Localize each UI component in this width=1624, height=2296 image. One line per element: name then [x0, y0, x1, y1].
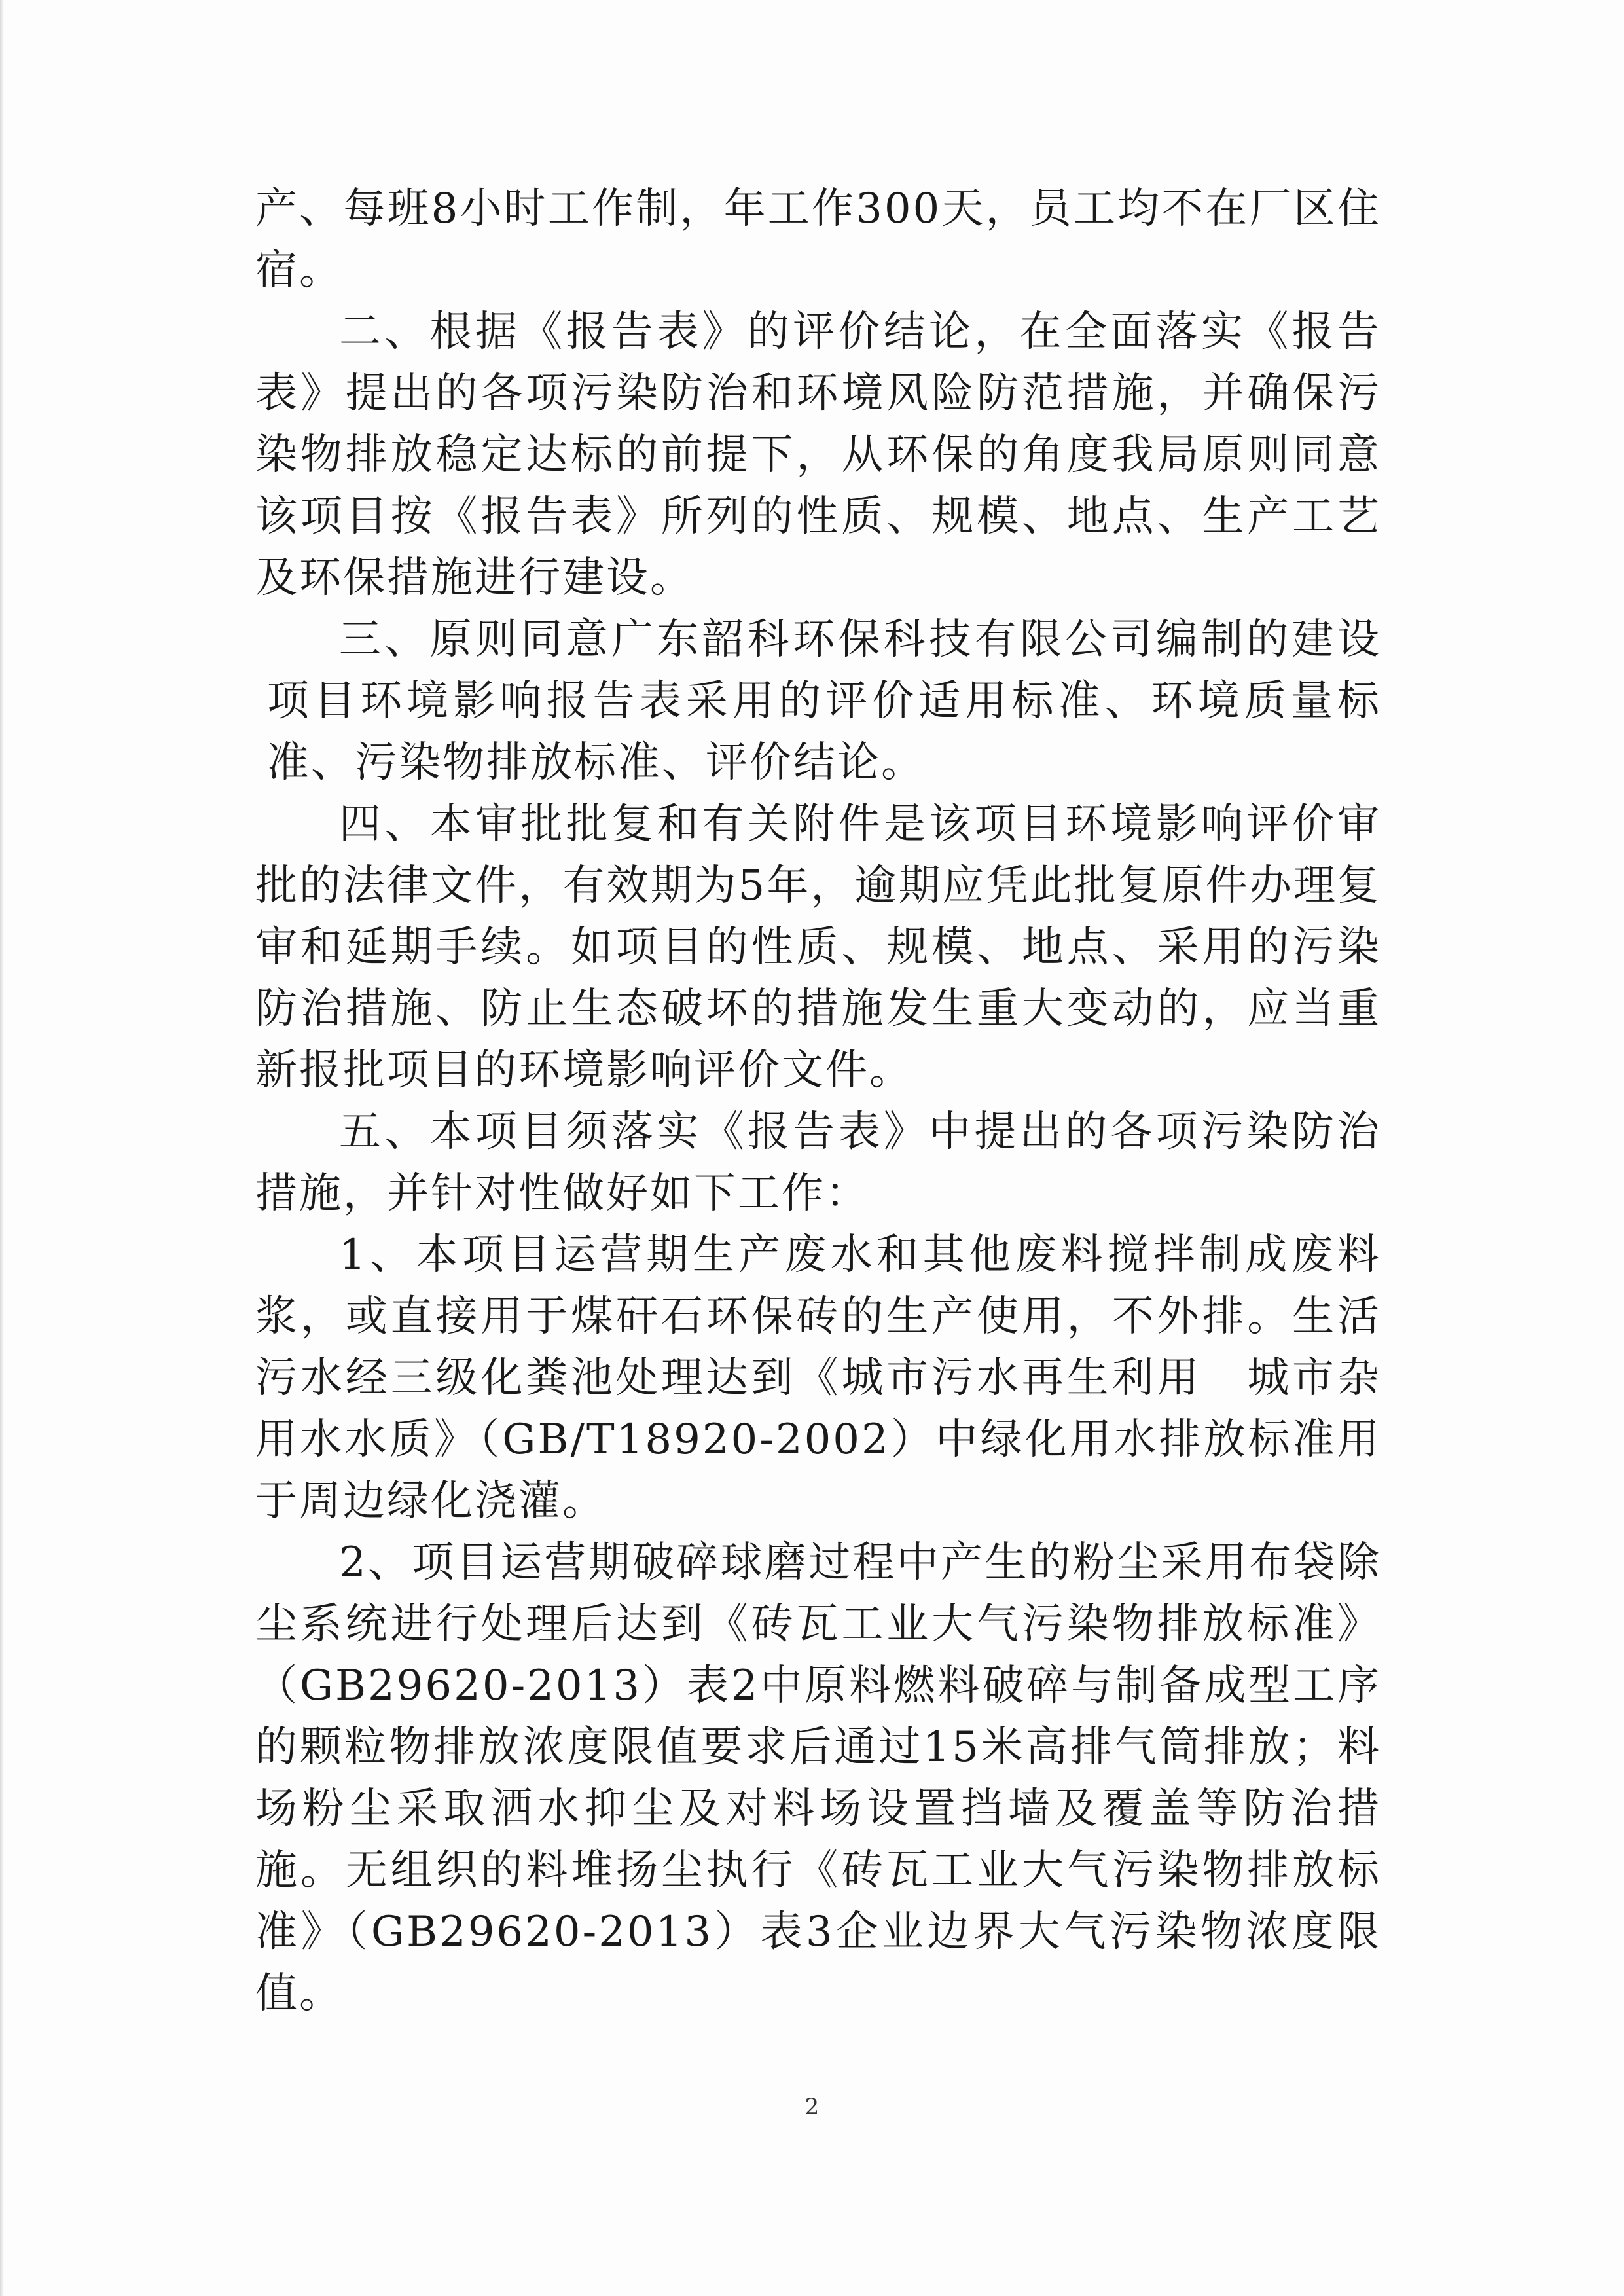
paragraph-subitem-2: 2、项目运营期破碎球磨过程中产生的粉尘采用布袋除尘系统进行处理后达到《砖瓦工业大气污染物排放标准》（GB29620-2013）表2中原料燃料破碎与制备成型工序的颗粒物排放浓度限值要求后通过15米高排气筒排放；料场粉尘采取洒水抑尘及对料场设置挡墙及覆盖等防治措施。无组织的料堆扬尘执行《砖瓦工业大气污染物排放标准》（GB29620-2013）表3企业边界大气污染物浓度限值。 [255, 1539, 1381, 2018]
document-body [255, 178, 1381, 2024]
paragraph-item-5: 五、本项目须落实《报告表》中提出的各项污染防治措施，并针对性做好如下工作： [255, 1108, 1381, 1218]
paragraph-item-2: 二、根据《报告表》的评价结论，在全面落实《报告表》提出的各项污染防治和环境风险防范措施，并确保污染物排放稳定达标的前提下，从环保的角度我局原则同意该项目按《报告表》所列的性质、规模、地点、生产工艺及环保措施进行建设。 [255, 308, 1381, 602]
paragraph-item-3: 三、原则同意广东韶科环保科技有限公司编制的建设项目环境影响报告表采用的评价适用标准、环境质量标准、污染物排放标准、评价结论。 [267, 615, 1381, 787]
scan-edge [0, 0, 4, 2296]
paragraph-continuation: 产、每班8小时工作制，年工作300天，员工均不在厂区住宿。 [255, 185, 1381, 295]
paragraph-subitem-1: 1、本项目运营期生产废水和其他废料搅拌制成废料浆，或直接用于煤矸石环保砖的生产使用，不外排。生活污水经三级化粪池处理达到《城市污水再生利用 城市杂用水水质》（GB/T18920-2002）中绿化用水排放标准用于周边绿化浇灌。 [255, 1231, 1381, 1525]
paragraph-item-4: 四、本审批批复和有关附件是该项目环境影响评价审批的法律文件，有效期为5年，逾期应凭此批复原件办理复审和延期手续。如项目的性质、规模、地点、采用的污染防治措施、防止生态破坏的措施发生重大变动的，应当重新报批项目的环境影响评价文件。 [255, 800, 1381, 1095]
page-number: 2 [804, 2094, 820, 2120]
